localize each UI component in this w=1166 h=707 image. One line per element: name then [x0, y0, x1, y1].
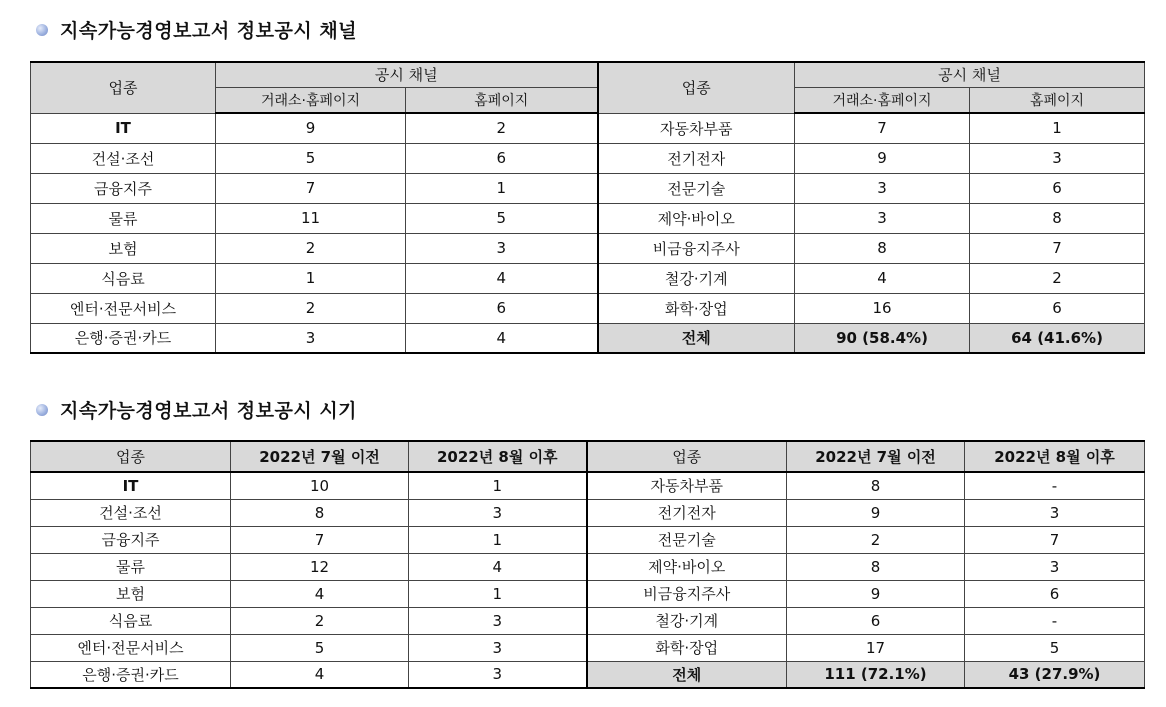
- value-cell: 4: [406, 323, 598, 353]
- total-value: 111 (72.1%): [787, 661, 965, 688]
- total-value: 90 (58.4%): [795, 323, 970, 353]
- industry-name: 철강·기계: [587, 607, 787, 634]
- table-row: [31, 203, 1145, 233]
- industry-name: 화학·장업: [587, 634, 787, 661]
- table-row: [31, 553, 1145, 580]
- value-cell: 8: [787, 553, 965, 580]
- value-cell: 2: [406, 113, 598, 143]
- section-title-timing: [36, 396, 357, 423]
- header-channel: 공시 채널: [216, 62, 598, 87]
- value-cell: 7: [231, 526, 409, 553]
- value-cell: 9: [216, 113, 406, 143]
- industry-name: 보험: [31, 233, 216, 263]
- industry-name: 자동차부품: [587, 472, 787, 499]
- value-cell: 3: [795, 173, 970, 203]
- value-cell: 7: [216, 173, 406, 203]
- value-cell: 6: [970, 293, 1145, 323]
- table-row: [31, 173, 1145, 203]
- industry-name: 식음료: [31, 607, 231, 634]
- value-cell: 10: [231, 472, 409, 499]
- value-cell: 3: [965, 499, 1145, 526]
- value-cell: 2: [970, 263, 1145, 293]
- value-cell: 11: [216, 203, 406, 233]
- section-title-channel: [36, 16, 357, 43]
- value-cell: 8: [795, 233, 970, 263]
- header-channel-right: 공시 채널: [795, 62, 1145, 87]
- value-cell: 7: [970, 233, 1145, 263]
- header-industry: 업종: [31, 62, 216, 113]
- table-row: [31, 113, 1145, 143]
- industry-name: 엔터·전문서비스: [31, 634, 231, 661]
- header-col-exchange-homepage: 거래소·홈페이지: [216, 87, 406, 113]
- value-cell: 4: [231, 580, 409, 607]
- header-industry-right: 업종: [587, 441, 787, 472]
- industry-name: 비금융지주사: [587, 580, 787, 607]
- value-cell: 2: [216, 293, 406, 323]
- industry-name: IT: [31, 113, 216, 143]
- value-cell: 6: [787, 607, 965, 634]
- header-before-july: 2022년 7월 이전: [231, 441, 409, 472]
- table-row: [31, 472, 1145, 499]
- value-cell: 3: [409, 607, 587, 634]
- header-industry: 업종: [31, 441, 231, 472]
- industry-name: 은행·증권·카드: [31, 661, 231, 688]
- total-label: 전체: [587, 661, 787, 688]
- total-value: 43 (27.9%): [965, 661, 1145, 688]
- value-cell: 9: [787, 580, 965, 607]
- industry-name: 금융지주: [31, 526, 231, 553]
- industry-name: 건설·조선: [31, 499, 231, 526]
- table-row: [31, 499, 1145, 526]
- industry-name: 식음료: [31, 263, 216, 293]
- table-row: [31, 526, 1145, 553]
- value-cell: 6: [406, 143, 598, 173]
- industry-name: IT: [31, 472, 231, 499]
- value-cell: 3: [216, 323, 406, 353]
- table-row: [31, 661, 1145, 688]
- value-cell: 6: [406, 293, 598, 323]
- bullet-icon: [36, 24, 48, 36]
- value-cell: 6: [970, 173, 1145, 203]
- table-row: [31, 233, 1145, 263]
- total-value: 64 (41.6%): [970, 323, 1145, 353]
- value-cell: 5: [406, 203, 598, 233]
- value-cell: 1: [409, 526, 587, 553]
- header-after-august-right: 2022년 8월 이후: [965, 441, 1145, 472]
- channel-table: [30, 61, 1145, 354]
- section-title-text: 지속가능경영보고서 정보공시 채널: [60, 20, 358, 42]
- header-before-july-right: 2022년 7월 이전: [787, 441, 965, 472]
- industry-name: 전문기술: [598, 173, 795, 203]
- bullet-icon: [36, 404, 48, 416]
- value-cell: 17: [787, 634, 965, 661]
- value-cell: -: [965, 472, 1145, 499]
- header-col-homepage: 홈페이지: [406, 87, 598, 113]
- timing-table: [30, 440, 1145, 689]
- industry-name: 자동차부품: [598, 113, 795, 143]
- industry-name: 물류: [31, 553, 231, 580]
- table-row: [31, 580, 1145, 607]
- value-cell: 9: [787, 499, 965, 526]
- value-cell: 4: [409, 553, 587, 580]
- value-cell: 1: [406, 173, 598, 203]
- value-cell: 7: [965, 526, 1145, 553]
- industry-name: 엔터·전문서비스: [31, 293, 216, 323]
- value-cell: 5: [965, 634, 1145, 661]
- value-cell: -: [965, 607, 1145, 634]
- value-cell: 7: [795, 113, 970, 143]
- industry-name: 보험: [31, 580, 231, 607]
- industry-name: 금융지주: [31, 173, 216, 203]
- value-cell: 1: [409, 580, 587, 607]
- table-row: [31, 607, 1145, 634]
- value-cell: 16: [795, 293, 970, 323]
- value-cell: 3: [409, 661, 587, 688]
- value-cell: 3: [965, 553, 1145, 580]
- value-cell: 8: [970, 203, 1145, 233]
- industry-name: 전기전자: [598, 143, 795, 173]
- value-cell: 1: [970, 113, 1145, 143]
- header-col-exchange-homepage-right: 거래소·홈페이지: [795, 87, 970, 113]
- value-cell: 4: [406, 263, 598, 293]
- value-cell: 5: [231, 634, 409, 661]
- value-cell: 2: [231, 607, 409, 634]
- header-col-homepage-right: 홈페이지: [970, 87, 1145, 113]
- value-cell: 1: [216, 263, 406, 293]
- value-cell: 2: [787, 526, 965, 553]
- industry-name: 화학·장업: [598, 293, 795, 323]
- industry-name: 제약·바이오: [598, 203, 795, 233]
- value-cell: 3: [409, 634, 587, 661]
- table-row: [31, 293, 1145, 323]
- industry-name: 철강·기계: [598, 263, 795, 293]
- header-after-august: 2022년 8월 이후: [409, 441, 587, 472]
- industry-name: 전문기술: [587, 526, 787, 553]
- table-row: [31, 634, 1145, 661]
- value-cell: 4: [231, 661, 409, 688]
- value-cell: 3: [406, 233, 598, 263]
- total-label: 전체: [598, 323, 795, 353]
- value-cell: 9: [795, 143, 970, 173]
- value-cell: 8: [787, 472, 965, 499]
- industry-name: 은행·증권·카드: [31, 323, 216, 353]
- industry-name: 전기전자: [587, 499, 787, 526]
- header-industry-right: 업종: [598, 62, 795, 113]
- value-cell: 5: [216, 143, 406, 173]
- table-row: [31, 143, 1145, 173]
- value-cell: 4: [795, 263, 970, 293]
- industry-name: 건설·조선: [31, 143, 216, 173]
- value-cell: 6: [965, 580, 1145, 607]
- table-row: [31, 263, 1145, 293]
- value-cell: 3: [970, 143, 1145, 173]
- value-cell: 2: [216, 233, 406, 263]
- value-cell: 8: [231, 499, 409, 526]
- table-row: [31, 323, 1145, 353]
- value-cell: 12: [231, 553, 409, 580]
- value-cell: 3: [409, 499, 587, 526]
- value-cell: 3: [795, 203, 970, 233]
- value-cell: 1: [409, 472, 587, 499]
- industry-name: 물류: [31, 203, 216, 233]
- section-title-text: 지속가능경영보고서 정보공시 시기: [60, 400, 358, 422]
- industry-name: 제약·바이오: [587, 553, 787, 580]
- industry-name: 비금융지주사: [598, 233, 795, 263]
